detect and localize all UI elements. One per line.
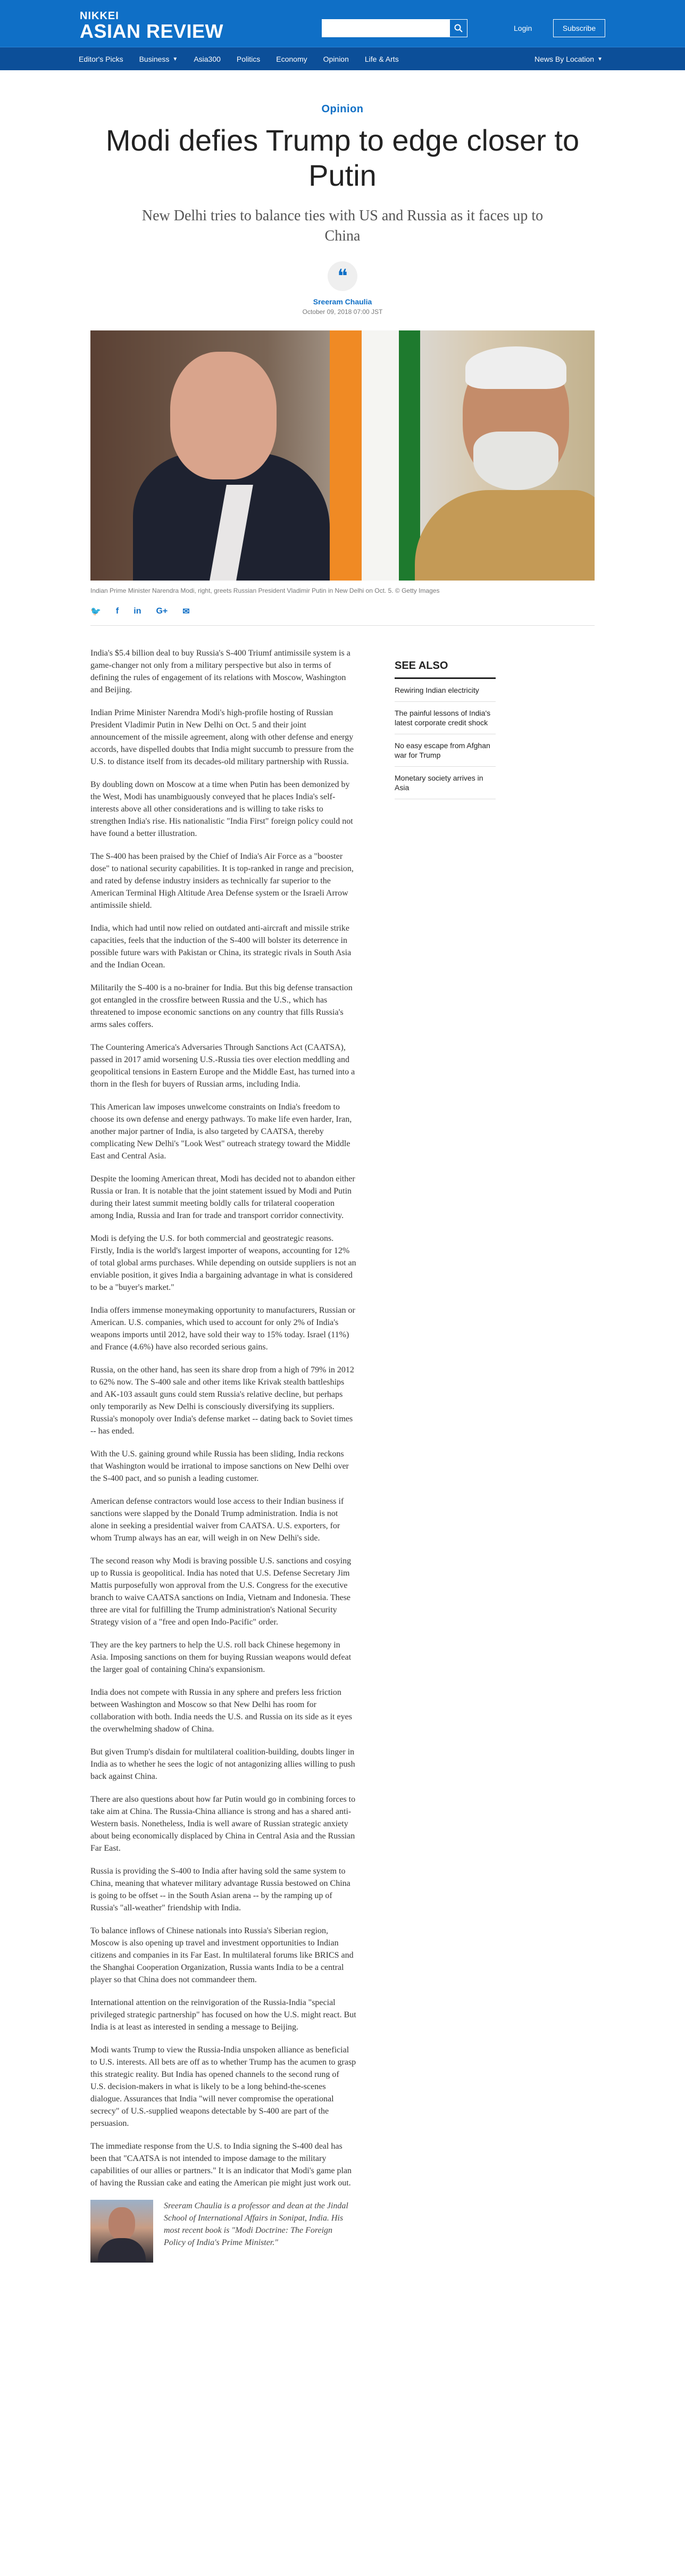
login-button[interactable]: Login: [514, 24, 532, 32]
photo-figure: [415, 490, 595, 581]
paragraph: India does not compete with Russia in any sphere and prefers less friction between Washington and Moscow so that New Delhi has room for collaboration with both. India needs the U.S. and Russia on its side as it eyes the overwhelming shadow of China.: [90, 1688, 352, 1734]
paragraph: International attention on the reinvigoration of the Russia-India "special privileged strategic partnership" has focused on how the U.S. might react. But India is at least as interested in sending a message to Beijing.: [90, 1998, 356, 2032]
author-photo: [90, 2200, 153, 2263]
nav-item-label: Asia300: [194, 55, 221, 63]
paragraph: They are the key partners to help the U.S. roll back Chinese hegemony in Asia. Imposing sanctions on them for buying Russian weapons would defeat the larger goal of containing China's expansionism.: [90, 1641, 352, 1674]
paragraph: Despite the looming American threat, Modi has decided not to abandon either Russia or Iran. It is notable that the joint statement issued by Modi and Putin during their latest summit meeting boldly calls for trilateral cooperation among India, Russia and Iran for trade and transport corridor connectivity.: [90, 1174, 355, 1220]
see-also-item[interactable]: The painful lessons of India's latest corporate credit shock: [395, 702, 496, 734]
photo-figure: [473, 432, 558, 490]
nav-item-label: Politics: [236, 55, 261, 63]
nav-item-label: Economy: [276, 55, 307, 63]
paragraph: American defense contractors would lose access to their Indian business if sanctions were slapped by the Donald Trump administration. India is not alone in seeking a presidential waiver from CAATSA. U.S. exporters, for whom Trump always has an ear, will weigh in on New Delhi's side.: [90, 1497, 344, 1543]
photo-caption: Indian Prime Minister Narendra Modi, right, greets Russian President Vladimir Putin in New Delhi on Oct. 5. © Getty Images: [90, 587, 440, 594]
nav-item-business[interactable]: [139, 55, 178, 63]
site-logo[interactable]: [80, 11, 223, 42]
article-headline: Modi defies Trump to edge closer to Putin: [105, 123, 580, 192]
flag-stripe: [399, 330, 420, 581]
search-icon: [454, 24, 463, 32]
nav-item-label: Editor's Picks: [79, 55, 123, 63]
paragraph: The immediate response from the U.S. to India signing the S-400 deal has been that "CAATSA is not intended to impose damage to the military capabilities of our allies or partners." It is an indicator that Modi's game plan of having the Russian cake and eating the American pie might just work out.: [90, 2142, 352, 2188]
hero-photo: [90, 330, 595, 581]
paragraph: Modi wants Trump to view the Russia-India unspoken alliance as beneficial to U.S. interests. All bets are off as to whether Trump has the acumen to grasp this strategic reality. But India has opened channels to the second rung of U.S. decision-makers in what is likely to be a long behind-the-scenes dialogue. Assurances that India "will never compromise the operational secrecy" of U.S.-supplied weapons detectable by S-400 are part of the persuasion.: [90, 2045, 356, 2128]
article-body: [90, 647, 356, 2263]
search-button[interactable]: [449, 19, 467, 37]
nav-item-asia300[interactable]: [194, 55, 221, 63]
subscribe-button[interactable]: Subscribe: [553, 19, 605, 37]
see-also-sidebar: [395, 660, 496, 799]
paragraph: Russia, on the other hand, has seen its share drop from a high of 79% in 2012 to 62% now. The S-400 sale and other items like Krivak stealth battleships and AK-103 assault guns could stem Russia's relative decline, but perhaps only temporarily as New Delhi is consciously diversifying its suppliers. Russia's monopoly over India's defense market -- dating back to Soviet times -- has ended.: [90, 1365, 354, 1436]
nav-item-label: Opinion: [323, 55, 349, 63]
search-input[interactable]: [322, 19, 449, 37]
see-also-title: SEE ALSO: [395, 660, 496, 679]
paragraph: To balance inflows of Chinese nationals into Russia's Siberian region, Moscow is also opening up travel and investment opportunities to Indian citizens and companies in its Far East. In multilateral forums like BRICS and the Shanghai Cooperation Organization, Russia wants India to be a central player so that China does not commandeer them.: [90, 1926, 354, 1984]
author-byline[interactable]: Sreeram Chaulia: [313, 297, 372, 306]
facebook-icon[interactable]: f: [115, 607, 119, 616]
see-also-item[interactable]: Rewiring Indian electricity: [395, 679, 496, 702]
author-face: [108, 2207, 135, 2240]
paragraph: There are also questions about how far Putin would go in combining forces to take aim at China. The Russia-China alliance is strong and has a shared anti-Western basis. Nonetheless, India is well aware of Russian strategic anxiety about being economically displaced by China in Central Asia and the Russian Far East.: [90, 1795, 356, 1853]
paragraph: But given Trump's disdain for multilateral coalition-building, doubts linger in India as to whether he sees the logic of not antagonizing allies willing to push back against China.: [90, 1747, 355, 1781]
paragraph: The Countering America's Adversaries Through Sanctions Act (CAATSA), passed in 2017 amid worsening U.S.-Russia ties over election meddling and geopolitical tensions in Eastern Europe and the Middle East, has turned into a thorn in the flesh for buyers of Russian arms, including India.: [90, 1043, 355, 1089]
nav-item-label: Life & Arts: [364, 55, 399, 63]
photo-figure: [170, 352, 277, 479]
paragraph: With the U.S. gaining ground while Russia has been sliding, India reckons that Washington would be irrational to impose sanctions on New Delhi over the S-400 pact, and so punish a leading customer.: [90, 1449, 349, 1483]
paragraph: India offers immense moneymaking opportunity to manufacturers, Russian or American. U.S. companies, which used to account for only 2% of India's weapons imports until 2012, have sold their way to 15% today. Israel (11%) and France (4.6%) have also recorded serious gains.: [90, 1306, 355, 1352]
share-bar: [90, 606, 685, 617]
section-label[interactable]: Opinion: [321, 103, 364, 115]
nav-item-economy[interactable]: [276, 55, 307, 63]
nav-item-politics[interactable]: [237, 55, 260, 63]
paragraph: The second reason why Modi is braving possible U.S. sanctions and cosying up to Russia is geopolitical. India has noted that U.S. Defense Secretary Jim Mattis purposefully won approval from the U.S. Congress for the executive branch to waive CAATSA sanctions on India, Vietnam and Indonesia. These three are vital for fulfilling the Trump administration's National Security Strategy vision of a "free and open Indo-Pacific" order.: [90, 1556, 352, 1627]
logo-line2: ASIAN REVIEW: [80, 20, 224, 42]
divider: [90, 625, 595, 626]
paragraph: Russia is providing the S-400 to India after having sold the same system to China, meaning that whatever military advantage Russia bestowed on China is going to be offset -- in the South Asian arena -- by the ramping up of Russia's "all-weather" friendship with India.: [90, 1867, 350, 1912]
logo-line1: NIKKEI: [80, 10, 119, 22]
paragraph: By doubling down on Moscow at a time when Putin has been demonized by the West, Modi has unambiguously conveyed that he places India's self-interests above all other considerations and is willing to take risks to strengthen India's rise. His nationalistic "India First" foreign policy could not have found a better illustration.: [90, 780, 353, 838]
nav-items: [79, 47, 415, 71]
news-by-location-menu[interactable]: [534, 47, 603, 71]
paragraph: Indian Prime Minister Narendra Modi's high-profile hosting of Russian President Vladimir Putin in New Delhi on Oct. 5 and their joint announcement of the missile agreement, along with other defense and energy accords, have dispelled doubts that India might succumb to pressure from the U.S. to distance itself from its decades-old military partnership with Russia.: [90, 708, 354, 766]
twitter-icon[interactable]: 🐦: [90, 607, 101, 616]
news-by-location-label: News By Location: [534, 55, 595, 63]
publish-date: October 09, 2018 07:00 JST: [302, 308, 383, 316]
paragraph: The S-400 has been praised by the Chief of India's Air Force as a "booster dose" to national security capabilities. It is top-ranked in range and precision, and rated by defense industry insiders as technically far superior to the American Terminal High Altitude Area Defense system or the Israeli Arrow antimissile shield.: [90, 852, 354, 910]
main-nav: [0, 47, 685, 70]
nav-item-life-arts[interactable]: [365, 55, 399, 63]
flag-stripe: [362, 330, 399, 581]
quote-icon: ❝: [328, 261, 357, 291]
see-also-item[interactable]: No easy escape from Afghan war for Trump: [395, 734, 496, 767]
flag-stripe: [330, 330, 362, 581]
paragraph: India, which had until now relied on outdated anti-aircraft and missile strike capacities, feels that the induction of the S-400 will bolster its deterrence in possible future wars with Pakistan or China, its strategic rivals in South Asia and the Indian Ocean.: [90, 924, 352, 970]
author-body: [98, 2238, 146, 2263]
nav-item-editors-picks[interactable]: [79, 55, 123, 63]
paragraph: Modi is defying the U.S. for both commercial and geostrategic reasons. Firstly, India is the world's largest importer of weapons, accounting for 12% of total global arms purchases. While depending on outside suppliers is not an enviable position, it gives India a bargaining advantage in what is considered to be a "buyer's market.": [90, 1234, 356, 1292]
nav-item-opinion[interactable]: [323, 55, 349, 63]
nav-item-label: Business: [139, 55, 170, 63]
paragraph: Militarily the S-400 is a no-brainer for India. But this big defense transaction got entangled in the crossfire between Russia and the U.S., which has threatened to impose economic sanctions on any country that fills Russia's arms sales coffers.: [90, 983, 353, 1029]
chevron-down-icon: ▼: [172, 56, 178, 62]
chevron-down-icon: ▼: [597, 56, 603, 62]
author-box: [90, 2200, 356, 2263]
paragraph: India's $5.4 billion deal to buy Russia's S-400 Triumf antimissile system is a game-changer not only from a military perspective but also in terms of defining the rules of engagement of its relations with Moscow, Washington and Beijing.: [90, 649, 350, 694]
top-header: [0, 0, 685, 47]
see-also-item[interactable]: Monetary society arrives in Asia: [395, 767, 496, 799]
author-bio: Sreeram Chaulia is a professor and dean at the Jindal School of International Affairs in Sonipat, India. His most recent book is "Modi Doctrine: The Foreign Policy of India's Prime Minister.": [164, 2201, 348, 2247]
google-plus-icon[interactable]: G+: [156, 607, 168, 616]
paragraph: This American law imposes unwelcome constraints on India's freedom to choose its own defense and energy pathways. To make life even harder, Iran, another major partner of India, is also targeted by CAATSA, thereby complicating New Delhi's "Look West" outreach strategy toward the Middle East and Central Asia.: [90, 1103, 352, 1161]
email-icon[interactable]: ✉: [182, 607, 190, 616]
linkedin-icon[interactable]: in: [133, 607, 141, 616]
photo-figure: [465, 346, 566, 389]
article-subheadline: New Delhi tries to balance ties with US and Russia as it faces up to China: [141, 208, 544, 244]
